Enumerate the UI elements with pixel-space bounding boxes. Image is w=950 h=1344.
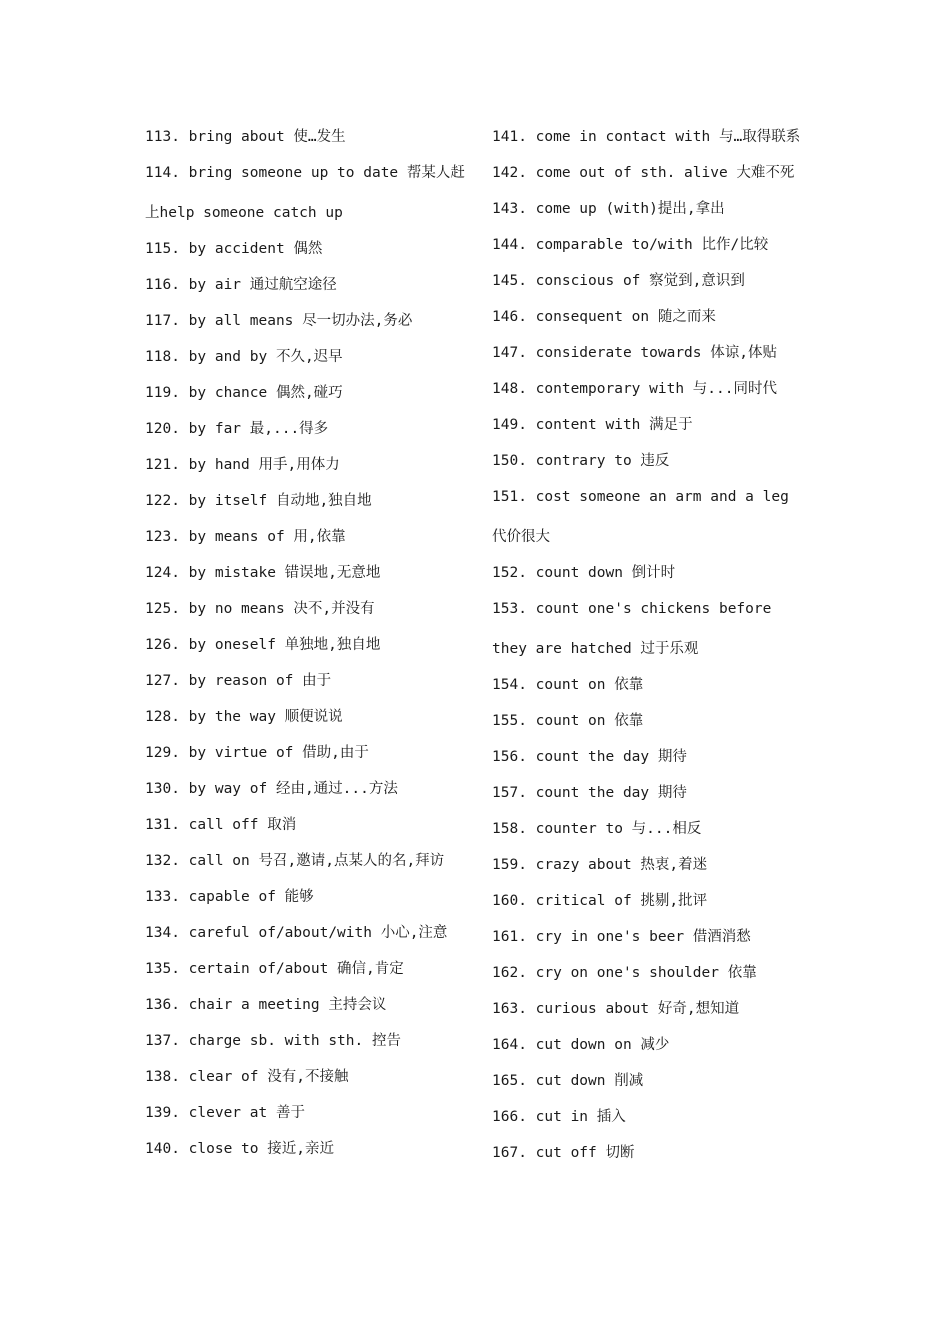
- list-item: 132. call on 号召,邀请,点某人的名,拜访: [145, 853, 445, 869]
- list-item: 123. by means of 用,依靠: [145, 529, 346, 545]
- list-item: 144. comparable to/with 比作/比较: [492, 237, 769, 253]
- list-item: 119. by chance 偶然,碰巧: [145, 385, 343, 401]
- list-item: 140. close to 接近,亲近: [145, 1141, 334, 1157]
- list-item: 155. count on 依靠: [492, 713, 644, 729]
- list-item: 139. clever at 善于: [145, 1105, 305, 1121]
- list-item: 165. cut down 削减: [492, 1073, 644, 1089]
- list-item: 161. cry in one's beer 借酒消愁: [492, 929, 751, 945]
- list-item: 126. by oneself 单独地,独自地: [145, 637, 381, 653]
- list-item: 159. crazy about 热衷,着迷: [492, 857, 708, 873]
- list-item: 141. come in contact with 与…取得联系: [492, 129, 801, 145]
- list-item: 131. call off 取消: [145, 817, 297, 833]
- list-item: 147. considerate towards 体谅,体贴: [492, 345, 777, 361]
- list-item: 142. come out of sth. alive 大难不死: [492, 165, 795, 181]
- list-item: 146. consequent on 随之而来: [492, 309, 716, 325]
- list-item: 120. by far 最,...得多: [145, 421, 329, 437]
- list-item: 116. by air 通过航空途径: [145, 277, 337, 293]
- list-item: 156. count the day 期待: [492, 749, 687, 765]
- list-item: 149. content with 满足于: [492, 417, 693, 433]
- list-item: 148. contemporary with 与...同时代: [492, 381, 777, 397]
- list-item: 128. by the way 顺便说说: [145, 709, 343, 725]
- list-item: 115. by accident 偶然: [145, 241, 323, 257]
- list-item: 114. bring someone up to date 帮某人赶上help someone catch up: [145, 165, 465, 221]
- list-item: 130. by way of 经由,通过...方法: [145, 781, 398, 797]
- list-item: 154. count on 依靠: [492, 677, 644, 693]
- list-item: 121. by hand 用手,用体力: [145, 457, 340, 473]
- list-item: 118. by and by 不久,迟早: [145, 349, 343, 365]
- left-column: [145, 125, 470, 1173]
- list-item: 167. cut off 切断: [492, 1145, 635, 1161]
- list-item: 134. careful of/about/with 小心,注意: [145, 925, 448, 941]
- list-item: 151. cost someone an arm and a leg 代价很大: [492, 489, 798, 545]
- right-column: [492, 125, 812, 1177]
- list-item: 152. count down 倒计时: [492, 565, 676, 581]
- list-item: 138. clear of 没有,不接触: [145, 1069, 349, 1085]
- list-item: 127. by reason of 由于: [145, 673, 332, 689]
- list-item: 113. bring about 使…发生: [145, 129, 346, 145]
- list-item: 143. come up (with)提出,拿出: [492, 201, 725, 217]
- list-item: 157. count the day 期待: [492, 785, 687, 801]
- list-item: 137. charge sb. with sth. 控告: [145, 1033, 401, 1049]
- list-item: 135. certain of/about 确信,肯定: [145, 961, 404, 977]
- list-item: 117. by all means 尽一切办法,务必: [145, 313, 413, 329]
- list-item: 129. by virtue of 借助,由于: [145, 745, 369, 761]
- list-item: 166. cut in 插入: [492, 1109, 626, 1125]
- list-item: 164. cut down on 减少: [492, 1037, 670, 1053]
- list-item: 153. count one's chickens before they are hatched 过于乐观: [492, 601, 781, 657]
- list-item: 145. conscious of 察觉到,意识到: [492, 273, 745, 289]
- list-item: 124. by mistake 错误地,无意地: [145, 565, 381, 581]
- list-item: 158. counter to 与...相反: [492, 821, 702, 837]
- list-item: 160. critical of 挑剔,批评: [492, 893, 708, 909]
- list-item: 136. chair a meeting 主持会议: [145, 997, 387, 1013]
- list-item: 163. curious about 好奇,想知道: [492, 1001, 740, 1017]
- list-item: 162. cry on one's shoulder 依靠: [492, 965, 757, 981]
- list-item: 122. by itself 自动地,独自地: [145, 493, 372, 509]
- list-item: 133. capable of 能够: [145, 889, 314, 905]
- list-item: 125. by no means 决不,并没有: [145, 601, 375, 617]
- list-item: 150. contrary to 违反: [492, 453, 670, 469]
